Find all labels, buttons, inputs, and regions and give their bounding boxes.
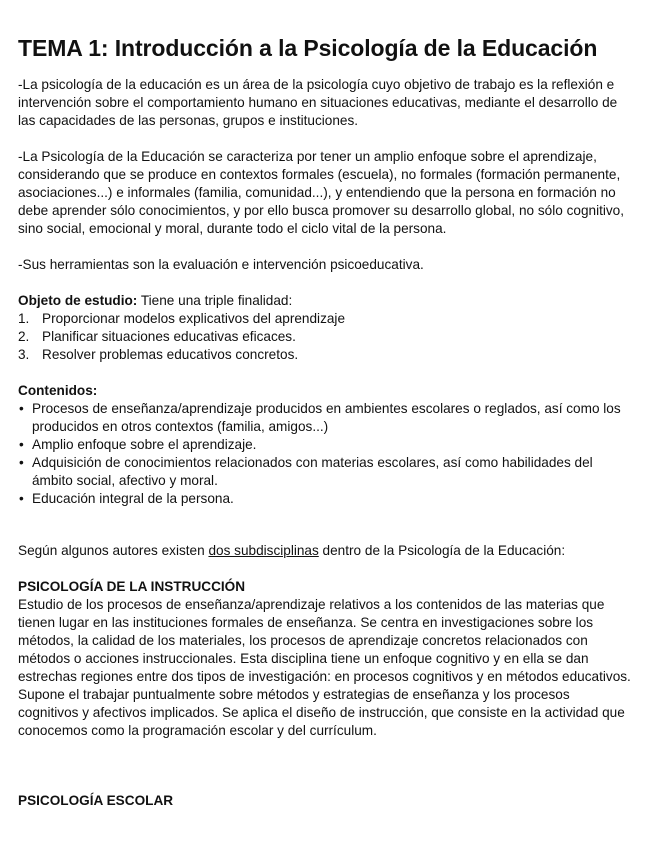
list-number: 3. — [18, 347, 30, 362]
list-item-text: Amplio enfoque sobre el aprendizaje. — [32, 437, 257, 452]
contenidos-heading: Contenidos: — [18, 383, 98, 398]
intro-paragraph-1: -La psicología de la educación es un área de la psicología cuyo objetivo de trabajo es la reflexión e intervención sobre el comportamiento humano en situaciones educativas, mediante el desarrollo de las capacidades de las personas, grupos e instituciones. — [18, 77, 618, 128]
list-item — [18, 310, 632, 328]
bullet-icon: • — [19, 455, 24, 470]
escolar-heading: PSICOLOGÍA ESCOLAR — [18, 793, 174, 808]
list-item-text: Planificar situaciones educativas eficaces. — [42, 329, 296, 344]
bullet-icon: • — [19, 401, 24, 416]
list-item-text: Procesos de enseñanza/aprendizaje producidos en ambientes escolares o reglados, así como los producidos en otros contextos (familia, amigos...) — [32, 401, 621, 434]
subdisciplinas-underlined: dos subdisciplinas — [208, 543, 319, 558]
list-item-text: Adquisición de conocimientos relacionados con materias escolares, así como habilidades del ámbito social, afectivo y moral. — [32, 455, 593, 488]
contenidos-list — [18, 400, 632, 508]
intro-paragraph-2: -La Psicología de la Educación se caracteriza por tener un amplio enfoque sobre el aprendizaje, considerando que se produce en contextos formales (escuela), no formales (formación permanente, asociaciones...) e informales (familia, comunidad...), y entendiendo que la persona en formación no debe aprender sólo conocimientos, y por ello busca promover su desarrollo global, no sólo cognitivo, sino social, emocional y moral, durante todo el ciclo vital de la persona. — [18, 149, 625, 236]
list-item-text: Resolver problemas educativos concretos. — [42, 347, 299, 362]
document-page — [18, 34, 632, 810]
list-number: 1. — [18, 311, 30, 326]
list-item-text: Educación integral de la persona. — [32, 491, 234, 506]
objeto-list — [18, 310, 632, 364]
instruccion-paragraph: Estudio de los procesos de enseñanza/aprendizaje relativos a los contenidos de las materias que tienen lugar en las instituciones formales de enseñanza. Se centra en investigaciones sobre los métodos, la calidad de los materiales, los procesos de aprendizaje concretos relacionados con métodos o acciones instruccionales. Esta disciplina tiene un enfoque cognitivo y en ella se dan estrechas regiones entre dos tipos de investigación: en procesos cognitivos y en métodos educativos. Supone el trabajar puntualmente sobre métodos y estrategias de enseñanza y los procesos cognitivos y afectivos implicados. Se aplica el diseño de instrucción, que consiste en la actividad que conocemos como la programación escolar y del currículum. — [18, 597, 631, 738]
intro-paragraph-3: -Sus herramientas son la evaluación e intervención psicoeducativa. — [18, 257, 424, 272]
list-item — [18, 436, 632, 454]
list-item — [18, 400, 632, 436]
objeto-label: Objeto de estudio: — [18, 293, 138, 308]
list-item — [18, 454, 632, 490]
subdisciplinas-sentence: Según algunos autores existen dos subdisciplinas dentro de la Psicología de la Educación: — [18, 543, 566, 558]
bullet-icon: • — [19, 491, 24, 506]
list-number: 2. — [18, 329, 30, 344]
list-item — [18, 490, 632, 508]
page-title: TEMA 1: Introducción a la Psicología de la Educación — [18, 35, 598, 61]
instruccion-heading: PSICOLOGÍA DE LA INSTRUCCIÓN — [18, 579, 246, 594]
objeto-intro — [18, 292, 632, 310]
objeto-text: Tiene una triple finalidad: — [137, 293, 293, 308]
list-item — [18, 328, 632, 346]
list-item-text: Proporcionar modelos explicativos del aprendizaje — [42, 311, 346, 326]
bullet-icon: • — [19, 437, 24, 452]
list-item — [18, 346, 632, 364]
